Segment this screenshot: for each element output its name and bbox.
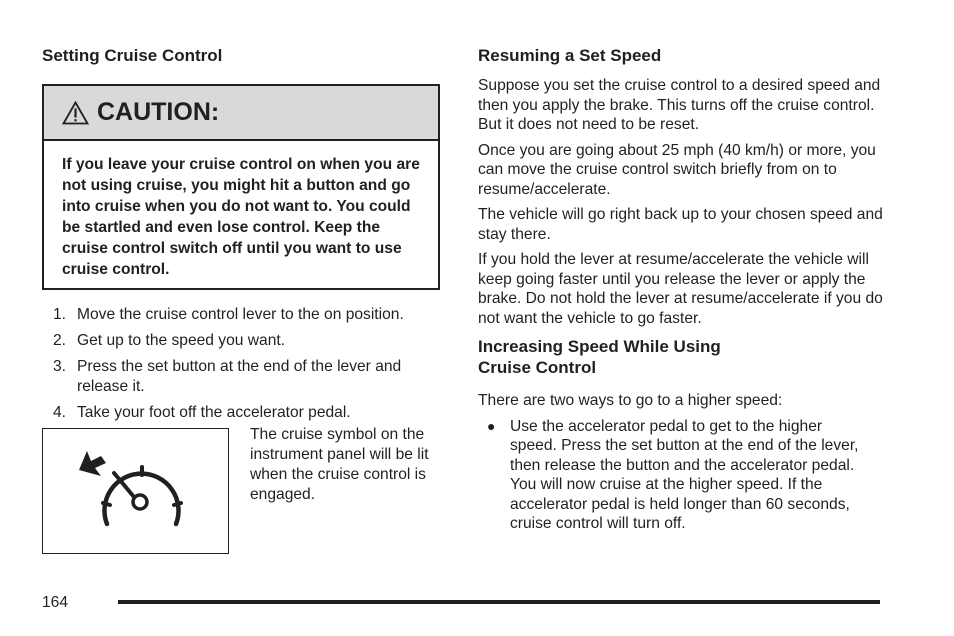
list-item: 4. Take your foot off the accelerator pedal. xyxy=(53,404,351,421)
resuming-speed-heading: Resuming a Set Speed xyxy=(478,46,662,65)
footer-rule xyxy=(118,600,880,604)
caution-header xyxy=(44,86,438,141)
bullet-text: Use the accelerator pedal to get to the higher speed. Press the set button at the end of the lever, then release the button and the accelerator pedal. You will now cruise at the higher speed. If the accelerator pedal is held longer than 60 seconds, cruise control will turn off. xyxy=(510,417,859,532)
cruise-symbol-caption: The cruise symbol on the instrument panel will be lit when the cruise control is engaged. xyxy=(250,426,429,503)
page-number: 164 xyxy=(42,594,69,611)
caution-box xyxy=(42,84,440,290)
setting-cruise-heading: Setting Cruise Control xyxy=(42,46,223,65)
cruise-symbol-box xyxy=(42,428,229,554)
resume-paragraph-3: The vehicle will go right back up to your chosen speed and stay there. xyxy=(478,206,883,243)
list-item: 3. Press the set button at the end of the lever and release it. xyxy=(53,358,402,395)
list-item: 2. Get up to the speed you want. xyxy=(53,332,286,349)
right-column xyxy=(478,45,888,534)
steps-list xyxy=(42,305,452,429)
caution-text: If you leave your cruise control on when you are not using cruise, you might hit a button and go into cruise when you do not want to. You could be startled and even lose control. Keep the cruise control switch off until you want to use cruise control. xyxy=(62,156,420,278)
warning-triangle-icon xyxy=(62,101,89,125)
cruise-control-speedometer-icon xyxy=(43,429,227,552)
bullet-icon: ● xyxy=(487,417,496,434)
caution-title: CAUTION: xyxy=(97,98,220,126)
resume-paragraph-2: Once you are going about 25 mph (40 km/h) or more, you can move the cruise control switch briefly from on to resume/accelerate. xyxy=(478,141,876,198)
increase-intro: There are two ways to go to a higher speed: xyxy=(478,392,783,409)
resume-paragraph-1: Suppose you set the cruise control to a desired speed and then you apply the brake. This turns off the cruise control. But it does not need to be reset. xyxy=(478,77,881,133)
list-item xyxy=(478,417,888,534)
left-column xyxy=(42,45,444,503)
resume-paragraph-4: If you hold the lever at resume/accelerate the vehicle will keep going faster until you release the lever or apply the brake. Do not hold the lever at resume/accelerate if you do not want the vehicle to go faster. xyxy=(478,251,883,327)
list-item: 1. Move the cruise control lever to the on position. xyxy=(53,306,404,323)
increasing-speed-heading: Increasing Speed While Using Cruise Control xyxy=(478,337,721,377)
